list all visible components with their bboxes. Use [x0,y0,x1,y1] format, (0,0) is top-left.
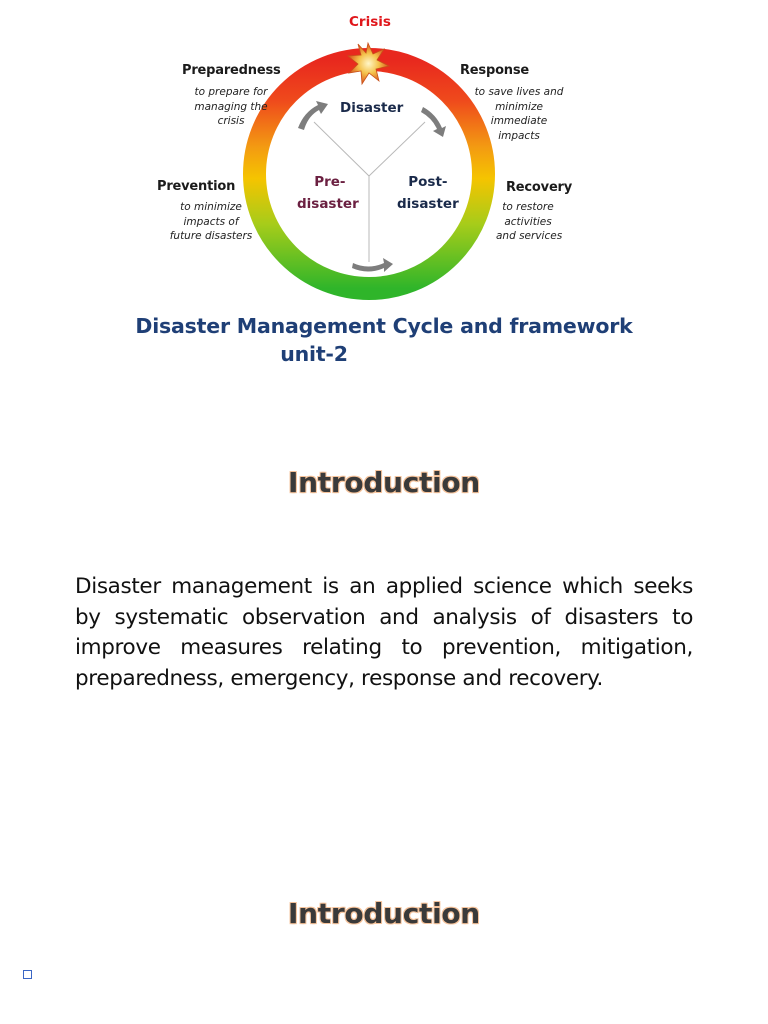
center-disaster-label: Disaster [340,100,404,116]
slide-title-line-2: unit-2 [280,342,348,366]
post-disaster-label: Post- disaster [397,174,459,212]
stage-title-preparedness: Preparedness [182,63,281,78]
body-paragraph: Disaster management is an applied science which seeks by systematic observation and analysis of disasters to improve measures relating to prevention, mitigation, preparedness, emergency, response and recovery. [75,574,693,691]
arrow-left-icon [298,101,328,130]
stage-title-response: Response [460,63,530,78]
section-heading-introduction-2: Introduction [288,897,480,930]
stage-title-recovery: Recovery [506,180,573,195]
stage-desc-response: to save lives and minimize immediate impacts [474,86,564,142]
stage-desc-prevention: to minimize impacts of future disasters [169,201,253,242]
pre-disaster-label: Pre- disaster [297,174,359,212]
slide-title-line-1: Disaster Management Cycle and framework [135,314,633,338]
section-heading-introduction-1: Introduction [288,466,480,499]
slide-title [0,312,768,368]
disaster-management-cycle-diagram [140,0,640,310]
cycle-ring-graphic [140,0,640,310]
crisis-label: Crisis [349,14,391,30]
bullet-square-icon [23,970,32,979]
stage-desc-recovery: to restore activities and services [496,201,563,242]
stage-desc-preparedness: to prepare for managing the crisis [194,86,268,127]
arrow-bottom-icon [352,258,393,272]
stage-title-prevention: Prevention [157,179,236,194]
